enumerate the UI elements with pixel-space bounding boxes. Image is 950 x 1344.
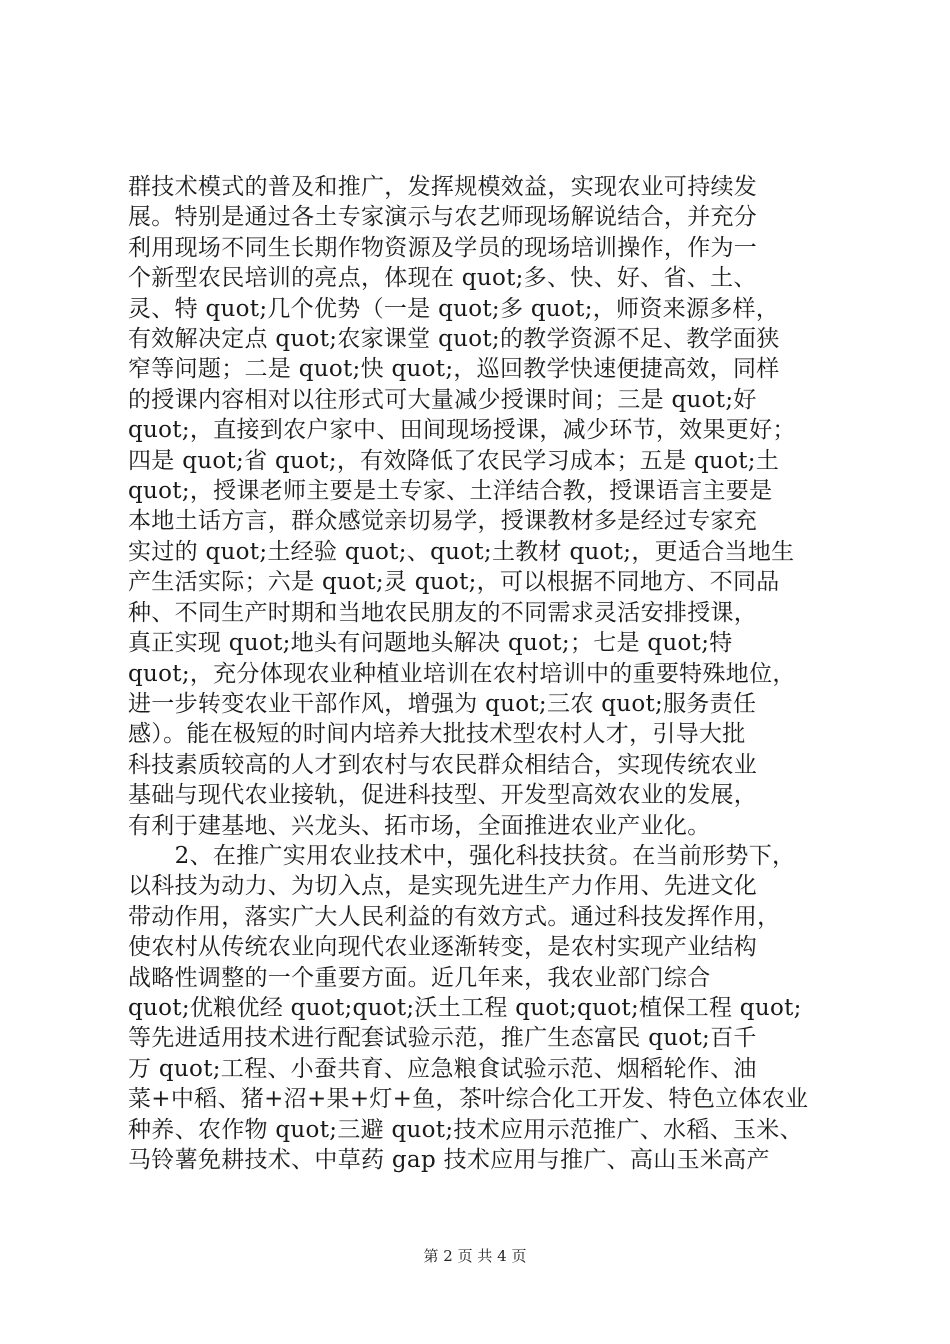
text-line: 菜+中稻、猪+沼+果+灯+鱼，茶叶综合化工开发、特色立体农业 [128, 1086, 809, 1113]
text-line: 本地土话方言，群众感觉亲切易学，授课教材多是经过专家充 [128, 508, 758, 535]
text-line: 以科技为动力、为切入点，是实现先进生产力作用、先进文化 [128, 873, 758, 900]
text-line: quot;，直接到农户家中、田间现场授课，减少环节，效果更好； [128, 417, 796, 444]
text-line: 种、不同生产时期和当地农民朋友的不同需求灵活安排授课， [128, 599, 758, 626]
body-text [128, 172, 828, 1175]
text-line: 2、在推广实用农业技术中，强化科技扶贫。在当前形势下， [128, 842, 796, 869]
text-line: 种养、农作物 quot;三避 quot;技术应用示范推广、水稻、玉米、 [128, 1116, 803, 1143]
text-line: 利用现场不同生长期作物资源及学员的现场培训操作，作为一 [128, 234, 758, 261]
text-line: 进一步转变农业干部作风，增强为 quot;三农 quot;服务责任 [128, 690, 757, 717]
text-line: 实过的 quot;土经验 quot;、quot;土教材 quot;，更适合当地生 [128, 538, 795, 565]
text-line: 四是 quot;省 quot;，有效降低了农民学习成本；五是 quot;土 [128, 447, 780, 474]
text-line: 带动作用，落实广大人民利益的有效方式。通过科技发挥作用， [128, 903, 781, 930]
text-line: 有利于建基地、兴龙头、拓市场，全面推进农业产业化。 [128, 812, 711, 839]
text-line: 基础与现代农业接轨，促进科技型、开发型高效农业的发展， [128, 782, 758, 809]
text-line: 感）。能在极短的时间内培养大批技术型农村人才，引导大批 [128, 721, 746, 748]
text-line: quot;，授课老师主要是土专家、土洋结合教，授课语言主要是 [128, 478, 773, 505]
text-line: 马铃薯免耕技术、中草药 gap 技术应用与推广、高山玉米高产 [128, 1147, 770, 1173]
text-line: quot;优粮优经 quot;quot;沃土工程 quot;quot;植保工程 quot; [128, 994, 802, 1021]
text-line: 使农村从传统农业向现代农业逐渐转变，是农村实现产业结构 [128, 934, 758, 961]
text-line: 真正实现 quot;地头有问题地头解决 quot;；七是 quot;特 [128, 630, 733, 657]
page-footer: 第 2 页 共 4 页 [423, 1247, 527, 1265]
text-line: 展。特别是通过各土专家演示与农艺师现场解说结合，并充分 [128, 204, 758, 231]
text-line: 战略性调整的一个重要方面。近几年来，我农业部门综合 [128, 964, 711, 991]
text-line: 群技术模式的普及和推广，发挥规模效益，实现农业可持续发 [128, 174, 758, 200]
text-line: 的授课内容相对以往形式可大量减少授课时间；三是 quot;好 [128, 386, 757, 413]
text-line: 灵、特 quot;几个优势（一是 quot;多 quot;，师资来源多样， [128, 295, 780, 322]
text-line: 万 quot;工程、小蚕共育、应急粮食试验示范、烟稻轮作、油 [128, 1055, 757, 1082]
text-line: 产生活实际；六是 quot;灵 quot;，可以根据不同地方、不同品 [128, 569, 780, 596]
text-line: 窄等问题；二是 quot;快 quot;，巡回教学快速便捷高效，同样 [128, 356, 780, 383]
text-line: 科技素质较高的人才到农村与农民群众相结合，实现传统农业 [128, 751, 758, 778]
text-line: 个新型农民培训的亮点，体现在 quot;多、快、好、省、土、 [128, 265, 757, 292]
text-line: 有效解决定点 quot;农家课堂 quot;的教学资源不足、教学面狭 [128, 326, 780, 353]
text-line: quot;，充分体现农业种植业培训在农村培训中的重要特殊地位， [128, 660, 796, 687]
text-line: 等先进适用技术进行配套试验示范，推广生态富民 quot;百千 [128, 1025, 757, 1052]
